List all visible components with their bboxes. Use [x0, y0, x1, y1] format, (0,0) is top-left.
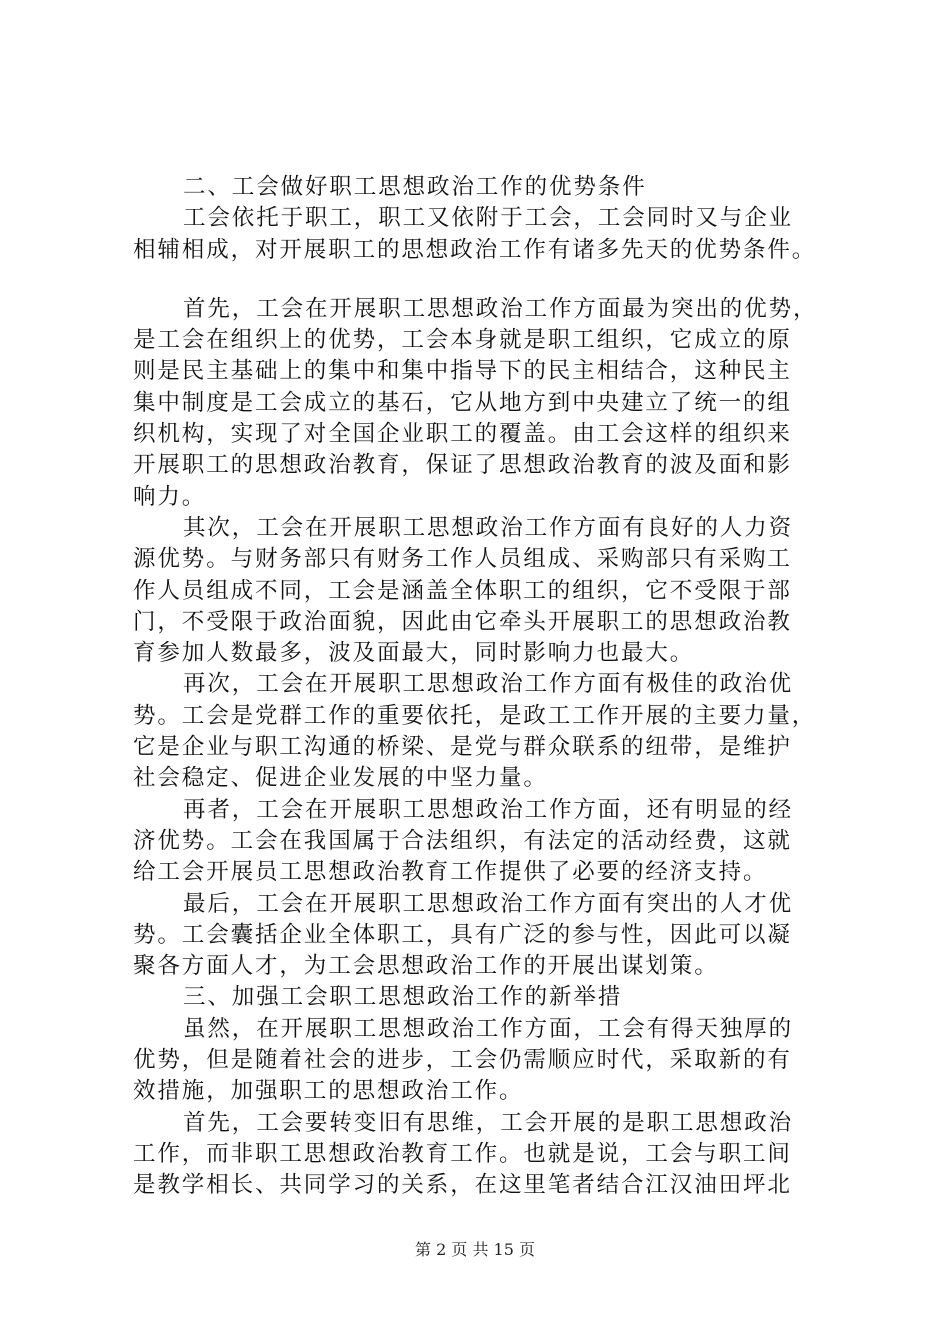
- text-line: 它是企业与职工沟通的桥梁、是党与群众联系的纽带，是维护: [133, 734, 792, 761]
- text-line: 织机构，实现了对全国企业职工的覆盖。由工会这样的组织来: [133, 421, 792, 448]
- text-line: 社会稳定、促进企业发展的中坚力量。: [133, 765, 548, 792]
- text-line: 再者，工会在开展职工思想政治工作方面，还有明显的经: [183, 796, 794, 823]
- text-line: 首先，工会要转变旧有思维，工会开展的是职工思想政治: [183, 1109, 794, 1136]
- text-line: 势。工会是党群工作的重要依托，是政工工作开展的主要力量，: [133, 702, 817, 729]
- text-line: 集中制度是工会成立的基石，它从地方到中央建立了统一的组: [133, 389, 792, 416]
- text-line: 首先，工会在开展职工思想政治工作方面最为突出的优势，: [183, 295, 818, 322]
- text-line: 工作，而非职工思想政治教育工作。也就是说，工会与职工间: [133, 1140, 792, 1167]
- text-line: 工会依托于职工，职工又依附于工会，工会同时又与企业: [183, 205, 794, 232]
- text-line: 其次，工会在开展职工思想政治工作方面有良好的人力资: [183, 514, 794, 541]
- text-line: 济优势。工会在我国属于合法组织，有法定的活动经费，这就: [133, 827, 792, 854]
- text-line: 聚各方面人才，为工会思想政治工作的开展出谋划策。: [133, 953, 719, 980]
- text-line: 作人员组成不同，工会是涵盖全体职工的组织，它不受限于部: [133, 577, 792, 604]
- text-line: 是教学相长、共同学习的关系，在这里笔者结合江汉油田坪北: [133, 1172, 792, 1199]
- section-heading-two: 二、工会做好职工思想政治工作的优势条件: [183, 174, 647, 200]
- section-heading-three: 三、加强工会职工思想政治工作的新举措: [183, 984, 623, 1011]
- text-line: 势。工会囊括企业全体职工，具有广泛的参与性，因此可以凝: [133, 921, 792, 948]
- document-body: [133, 172, 833, 1202]
- text-line: 门，不受限于政治面貌，因此由它牵头开展职工的思想政治教: [133, 608, 792, 635]
- text-line: 虽然，在开展职工思想政治工作方面，工会有得天独厚的: [183, 1015, 794, 1042]
- text-line: 效措施，加强职工的思想政治工作。: [133, 1078, 524, 1105]
- text-line: 是工会在组织上的优势，工会本身就是职工组织，它成立的原: [133, 327, 792, 354]
- text-line: 相辅相成，对开展职工的思想政治工作有诸多先天的优势条件。: [133, 236, 817, 263]
- text-line: 最后，工会在开展职工思想政治工作方面有突出的人才优: [183, 890, 794, 917]
- text-line: 给工会开展员工思想政治教育工作提供了必要的经济支持。: [133, 859, 768, 886]
- text-line: 开展职工的思想政治教育，保证了思想政治教育的波及面和影: [133, 452, 792, 479]
- text-line: 再次，工会在开展职工思想政治工作方面有极佳的政治优: [183, 671, 794, 698]
- page-number-footer: 第 2 页 共 15 页: [415, 1240, 535, 1259]
- text-line: 育参加人数最多，波及面最大，同时影响力也最大。: [133, 640, 695, 667]
- text-line: 则是民主基础上的集中和集中指导下的民主相结合，这种民主: [133, 358, 792, 385]
- text-line: 源优势。与财务部只有财务工作人员组成、采购部只有采购工: [133, 546, 792, 573]
- text-line: 响力。: [133, 483, 207, 510]
- text-line: 优势，但是随着社会的进步，工会仍需顺应时代，采取新的有: [133, 1047, 792, 1074]
